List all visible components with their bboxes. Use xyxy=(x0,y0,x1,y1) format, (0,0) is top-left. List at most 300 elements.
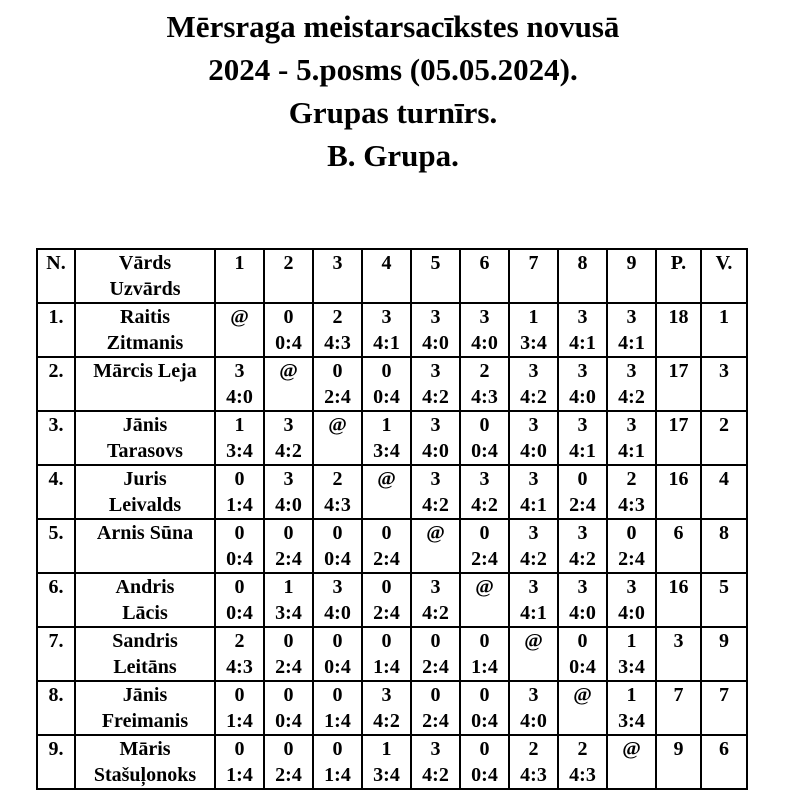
score-detail: 3:4 xyxy=(618,656,645,678)
score-cell xyxy=(215,519,264,573)
score-main: 3 xyxy=(626,306,637,328)
score-cell xyxy=(264,735,313,789)
score-detail: 4:1 xyxy=(618,332,645,354)
score-cell xyxy=(313,303,362,357)
player-first-name: Juris xyxy=(123,468,167,490)
score-cell xyxy=(362,681,411,735)
score-cell xyxy=(411,411,460,465)
score-main: @ xyxy=(622,738,641,760)
score-detail: 2:4 xyxy=(569,494,596,516)
points-cell xyxy=(656,357,701,411)
score-main: 0 xyxy=(577,630,588,652)
score-cell xyxy=(313,735,362,789)
place-cell xyxy=(701,411,747,465)
score-cell xyxy=(215,357,264,411)
player-name-cell xyxy=(75,465,215,519)
score-cell xyxy=(607,465,656,519)
score-detail: 1:4 xyxy=(471,656,498,678)
place-value: 8 xyxy=(719,522,729,544)
score-main: 0 xyxy=(577,468,588,490)
score-main: 3 xyxy=(626,360,637,382)
score-cell xyxy=(460,735,509,789)
table-row xyxy=(37,573,747,627)
score-detail: 4:1 xyxy=(569,332,596,354)
score-detail: 3:4 xyxy=(275,602,302,624)
score-cell xyxy=(313,465,362,519)
player-name-cell xyxy=(75,681,215,735)
place-cell xyxy=(701,681,747,735)
score-main: 0 xyxy=(430,684,441,706)
score-main: @ xyxy=(230,306,249,328)
player-first-name: Jānis xyxy=(122,414,168,436)
score-detail xyxy=(412,546,459,572)
score-cell xyxy=(509,681,558,735)
table-row xyxy=(37,519,747,573)
header-round-5: 5 xyxy=(411,249,460,303)
player-last-name xyxy=(76,546,214,572)
score-main: 0 xyxy=(332,684,343,706)
score-detail: 4:3 xyxy=(520,764,547,786)
place-value: 1 xyxy=(719,306,729,328)
score-cell xyxy=(362,519,411,573)
score-detail: 2:4 xyxy=(422,710,449,732)
row-number-cell xyxy=(37,411,75,465)
score-cell xyxy=(264,627,313,681)
score-main: 3 xyxy=(528,684,539,706)
score-cell xyxy=(215,735,264,789)
score-main: 2 xyxy=(528,738,539,760)
header-round-6: 6 xyxy=(460,249,509,303)
score-main: 1 xyxy=(234,414,245,436)
score-detail xyxy=(559,708,606,734)
row-number: 4. xyxy=(48,468,64,490)
score-main: 3 xyxy=(381,684,392,706)
score-detail: 4:0 xyxy=(569,602,596,624)
score-detail: 4:2 xyxy=(275,440,302,462)
player-first-name: Raitis xyxy=(120,306,170,328)
score-detail: 4:2 xyxy=(520,386,547,408)
player-name-cell xyxy=(75,303,215,357)
points-value: 7 xyxy=(673,684,684,706)
score-cell xyxy=(313,411,362,465)
score-cell xyxy=(264,519,313,573)
score-detail xyxy=(265,384,312,410)
score-cell xyxy=(313,357,362,411)
points-value: 3 xyxy=(673,630,684,652)
table-row xyxy=(37,303,747,357)
score-detail: 4:2 xyxy=(471,494,498,516)
header-round-3: 3 xyxy=(313,249,362,303)
row-number-cell xyxy=(37,681,75,735)
score-cell xyxy=(411,735,460,789)
score-main: 0 xyxy=(381,522,392,544)
score-detail: 1:4 xyxy=(226,764,253,786)
score-detail: 1:4 xyxy=(226,710,253,732)
score-main: 1 xyxy=(381,738,392,760)
score-main: 2 xyxy=(577,738,588,760)
score-cell xyxy=(215,411,264,465)
points-cell xyxy=(656,519,701,573)
score-cell xyxy=(607,681,656,735)
score-cell xyxy=(509,519,558,573)
score-detail: 2:4 xyxy=(471,548,498,570)
score-cell xyxy=(607,303,656,357)
score-detail xyxy=(363,492,410,518)
score-cell xyxy=(460,411,509,465)
score-detail: 4:0 xyxy=(324,602,351,624)
score-cell xyxy=(362,465,411,519)
score-main: 1 xyxy=(528,306,539,328)
score-cell xyxy=(313,627,362,681)
score-detail: 4:0 xyxy=(471,332,498,354)
player-first-name: Arnis Sūna xyxy=(96,522,194,544)
score-detail: 2:4 xyxy=(618,548,645,570)
score-detail: 4:1 xyxy=(618,440,645,462)
score-detail: 4:2 xyxy=(618,386,645,408)
score-main: 0 xyxy=(234,738,245,760)
score-main: 1 xyxy=(626,630,637,652)
score-detail: 4:2 xyxy=(422,386,449,408)
header-n xyxy=(37,249,75,303)
score-cell xyxy=(264,681,313,735)
score-detail: 2:4 xyxy=(275,764,302,786)
score-detail: 4:0 xyxy=(618,602,645,624)
score-detail: 4:0 xyxy=(275,494,302,516)
score-cell xyxy=(362,303,411,357)
score-main: 3 xyxy=(577,414,588,436)
score-main: 3 xyxy=(430,468,441,490)
score-detail: 1:4 xyxy=(324,764,351,786)
score-detail: 4:2 xyxy=(520,548,547,570)
score-cell xyxy=(264,465,313,519)
score-detail: 0:4 xyxy=(226,602,253,624)
score-main: 0 xyxy=(430,630,441,652)
score-detail: 0:4 xyxy=(324,656,351,678)
score-main: 3 xyxy=(234,360,245,382)
score-main: 1 xyxy=(381,414,392,436)
score-cell xyxy=(460,357,509,411)
header-row xyxy=(37,249,747,303)
score-cell xyxy=(460,681,509,735)
score-detail xyxy=(461,600,508,626)
score-main: 0 xyxy=(479,738,490,760)
player-last-name: Leivalds xyxy=(108,494,182,516)
points-cell xyxy=(656,735,701,789)
score-detail: 1:4 xyxy=(226,494,253,516)
score-cell xyxy=(607,411,656,465)
score-cell xyxy=(558,303,607,357)
score-detail: 4:0 xyxy=(226,386,253,408)
header-name-line2: Uzvārds xyxy=(109,278,181,300)
score-detail: 2:4 xyxy=(373,548,400,570)
score-main: 0 xyxy=(283,630,294,652)
place-cell xyxy=(701,303,747,357)
score-main: 0 xyxy=(234,468,245,490)
score-detail: 4:0 xyxy=(520,440,547,462)
score-detail: 4:0 xyxy=(422,440,449,462)
score-main: 3 xyxy=(479,306,490,328)
player-name-cell xyxy=(75,357,215,411)
score-cell xyxy=(264,573,313,627)
score-detail: 0:4 xyxy=(324,548,351,570)
results-table xyxy=(36,248,748,790)
score-cell xyxy=(362,357,411,411)
row-number-cell xyxy=(37,573,75,627)
score-detail: 4:0 xyxy=(569,386,596,408)
score-cell xyxy=(558,465,607,519)
points-cell xyxy=(656,573,701,627)
score-main: 3 xyxy=(577,576,588,598)
score-detail: 0:4 xyxy=(373,386,400,408)
score-cell xyxy=(558,357,607,411)
score-detail: 4:0 xyxy=(520,710,547,732)
player-name-cell xyxy=(75,411,215,465)
row-number-cell xyxy=(37,357,75,411)
score-cell xyxy=(460,573,509,627)
score-cell xyxy=(313,681,362,735)
score-main: 3 xyxy=(577,522,588,544)
score-cell xyxy=(264,411,313,465)
score-detail: 4:1 xyxy=(520,494,547,516)
player-first-name: Mārcis Leja xyxy=(93,360,197,382)
score-main: 0 xyxy=(332,738,343,760)
row-number: 5. xyxy=(48,522,64,544)
row-number-cell xyxy=(37,519,75,573)
row-number: 6. xyxy=(48,576,64,598)
score-detail: 0:4 xyxy=(275,710,302,732)
score-cell xyxy=(558,735,607,789)
table-row xyxy=(37,735,747,789)
header-name-line1: Vārds xyxy=(118,252,172,274)
score-main: 0 xyxy=(234,684,245,706)
score-detail: 3:4 xyxy=(373,764,400,786)
points-cell xyxy=(656,627,701,681)
score-main: 3 xyxy=(430,576,441,598)
score-main: @ xyxy=(279,360,298,382)
score-detail: 0:4 xyxy=(471,440,498,462)
player-first-name: Jānis xyxy=(122,684,168,706)
place-cell xyxy=(701,573,747,627)
score-main: 0 xyxy=(381,630,392,652)
score-main: 3 xyxy=(577,306,588,328)
score-cell xyxy=(509,465,558,519)
score-main: 3 xyxy=(626,414,637,436)
row-number: 7. xyxy=(48,630,64,652)
player-name-cell xyxy=(75,627,215,681)
score-main: @ xyxy=(475,576,494,598)
score-main: 1 xyxy=(283,576,294,598)
score-main: 3 xyxy=(381,306,392,328)
score-main: 3 xyxy=(577,360,588,382)
score-detail xyxy=(510,654,557,680)
score-detail: 4:2 xyxy=(422,494,449,516)
score-cell xyxy=(607,519,656,573)
score-main: 3 xyxy=(430,306,441,328)
score-cell xyxy=(411,303,460,357)
score-cell xyxy=(264,303,313,357)
score-main: 3 xyxy=(430,414,441,436)
score-main: 0 xyxy=(626,522,637,544)
score-main: 0 xyxy=(283,306,294,328)
score-cell xyxy=(460,519,509,573)
score-main: 3 xyxy=(528,468,539,490)
score-cell xyxy=(607,627,656,681)
player-last-name: Tarasovs xyxy=(107,440,183,462)
score-main: @ xyxy=(524,630,543,652)
score-cell xyxy=(607,357,656,411)
score-detail: 4:1 xyxy=(373,332,400,354)
score-main: 0 xyxy=(381,576,392,598)
header-name xyxy=(75,249,215,303)
player-last-name: Zitmanis xyxy=(106,332,184,354)
points-value: 16 xyxy=(668,468,689,490)
score-cell xyxy=(509,627,558,681)
points-cell xyxy=(656,465,701,519)
score-detail: 4:3 xyxy=(569,764,596,786)
place-cell xyxy=(701,465,747,519)
score-detail: 3:4 xyxy=(373,440,400,462)
score-detail: 2:4 xyxy=(275,656,302,678)
score-main: @ xyxy=(328,414,347,436)
score-detail xyxy=(216,330,263,356)
header-round-1: 1 xyxy=(215,249,264,303)
score-cell xyxy=(362,627,411,681)
score-cell xyxy=(558,411,607,465)
score-cell xyxy=(411,465,460,519)
score-cell xyxy=(509,735,558,789)
score-cell xyxy=(411,573,460,627)
row-number-cell xyxy=(37,465,75,519)
score-detail: 2:4 xyxy=(373,602,400,624)
score-cell xyxy=(411,681,460,735)
score-cell xyxy=(509,357,558,411)
score-detail: 4:3 xyxy=(471,386,498,408)
score-detail: 4:3 xyxy=(226,656,253,678)
score-cell xyxy=(215,465,264,519)
score-main: 0 xyxy=(332,630,343,652)
row-number-cell xyxy=(37,735,75,789)
table-row xyxy=(37,357,747,411)
score-cell xyxy=(411,357,460,411)
header-round-4: 4 xyxy=(362,249,411,303)
table-row xyxy=(37,411,747,465)
score-cell xyxy=(509,573,558,627)
score-cell xyxy=(215,681,264,735)
score-main: 0 xyxy=(479,414,490,436)
score-main: @ xyxy=(573,684,592,706)
header-round-2: 2 xyxy=(264,249,313,303)
player-first-name: Andris xyxy=(115,576,175,598)
score-main: 2 xyxy=(332,306,343,328)
player-name-cell xyxy=(75,573,215,627)
score-detail xyxy=(314,438,361,464)
player-last-name: Lācis xyxy=(122,602,168,624)
player-last-name: Stašuļonoks xyxy=(93,764,197,786)
score-cell xyxy=(558,681,607,735)
score-cell xyxy=(411,627,460,681)
player-last-name: Freimanis xyxy=(101,710,189,732)
score-main: 0 xyxy=(479,684,490,706)
score-main: 3 xyxy=(626,576,637,598)
points-value: 9 xyxy=(673,738,684,760)
score-cell xyxy=(460,303,509,357)
score-cell xyxy=(215,573,264,627)
score-detail: 0:4 xyxy=(275,332,302,354)
score-main: 3 xyxy=(283,468,294,490)
score-cell xyxy=(313,573,362,627)
place-value: 9 xyxy=(719,630,729,652)
score-cell xyxy=(313,519,362,573)
score-cell xyxy=(264,357,313,411)
score-main: 3 xyxy=(528,360,539,382)
score-detail: 4:1 xyxy=(520,602,547,624)
place-value: 6 xyxy=(719,738,729,760)
points-cell xyxy=(656,681,701,735)
score-detail: 2:4 xyxy=(422,656,449,678)
row-number: 8. xyxy=(48,684,64,706)
score-detail: 2:4 xyxy=(324,386,351,408)
score-detail: 0:4 xyxy=(471,710,498,732)
score-detail: 4:0 xyxy=(422,332,449,354)
header-round-8: 8 xyxy=(558,249,607,303)
score-main: 3 xyxy=(528,522,539,544)
score-detail: 1:4 xyxy=(324,710,351,732)
score-cell xyxy=(411,519,460,573)
score-main: 0 xyxy=(381,360,392,382)
table-row xyxy=(37,627,747,681)
score-detail: 4:3 xyxy=(324,332,351,354)
score-main: 0 xyxy=(283,522,294,544)
score-main: 0 xyxy=(332,360,343,382)
score-detail: 0:4 xyxy=(471,764,498,786)
score-cell xyxy=(215,627,264,681)
points-value: 16 xyxy=(668,576,689,598)
table-row xyxy=(37,465,747,519)
header-round-7: 7 xyxy=(509,249,558,303)
place-cell xyxy=(701,627,747,681)
score-main: 2 xyxy=(332,468,343,490)
row-number-cell xyxy=(37,303,75,357)
score-main: 3 xyxy=(332,576,343,598)
score-cell xyxy=(607,735,656,789)
score-main: 3 xyxy=(430,360,441,382)
score-detail: 3:4 xyxy=(618,710,645,732)
score-main: 3 xyxy=(430,738,441,760)
score-main: 0 xyxy=(283,738,294,760)
score-main: 3 xyxy=(283,414,294,436)
score-main: 0 xyxy=(283,684,294,706)
score-main: 0 xyxy=(479,630,490,652)
score-detail xyxy=(608,762,655,788)
points-value: 6 xyxy=(673,522,684,544)
place-cell xyxy=(701,735,747,789)
score-cell xyxy=(215,303,264,357)
title-line-2: 2024 - 5.posms (05.05.2024). xyxy=(208,52,578,87)
score-detail: 3:4 xyxy=(226,440,253,462)
player-name-cell xyxy=(75,735,215,789)
row-number: 1. xyxy=(48,306,64,328)
score-main: 0 xyxy=(479,522,490,544)
score-main: 2 xyxy=(234,630,245,652)
score-main: 1 xyxy=(626,684,637,706)
score-main: 2 xyxy=(626,468,637,490)
score-detail: 0:4 xyxy=(226,548,253,570)
place-cell xyxy=(701,519,747,573)
score-detail: 1:4 xyxy=(373,656,400,678)
title-line-4: B. Grupa. xyxy=(327,138,459,173)
score-cell xyxy=(460,465,509,519)
place-value: 4 xyxy=(719,468,729,490)
